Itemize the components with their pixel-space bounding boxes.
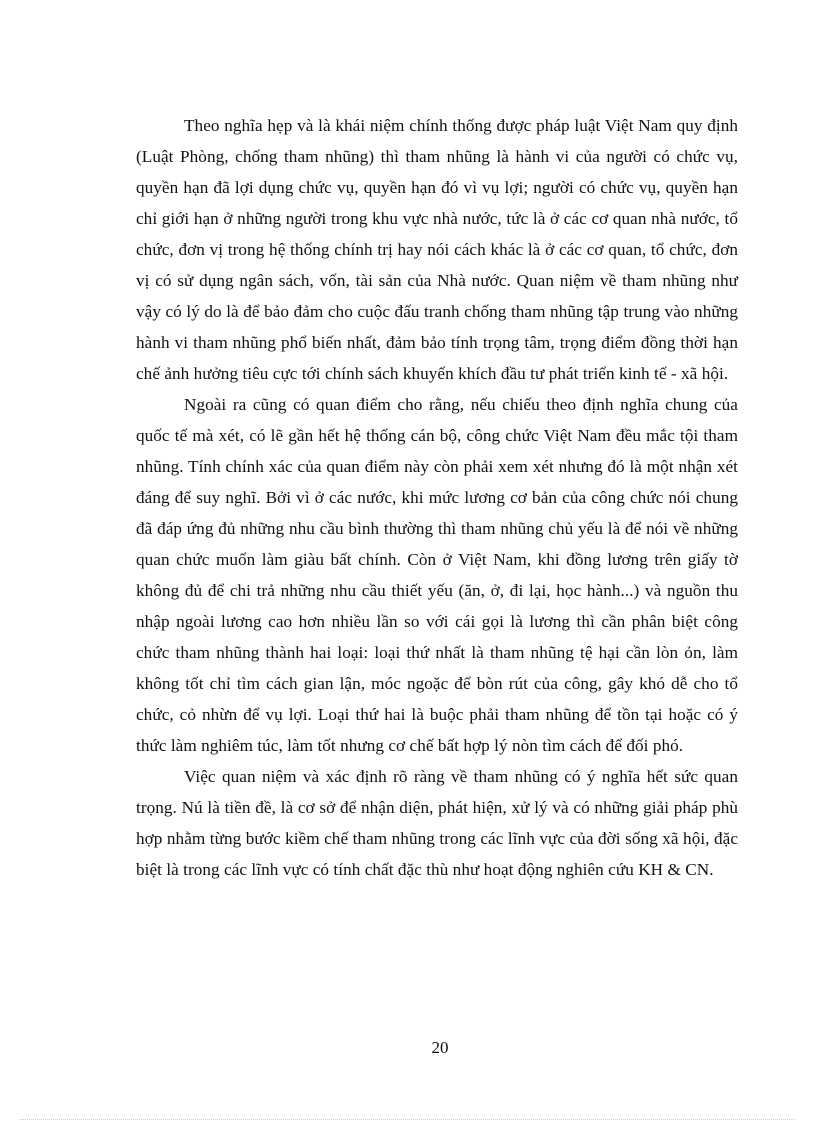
body-text (136, 110, 738, 885)
page-bottom-divider (20, 1119, 796, 1120)
paragraph-alternative-view: Ngoài ra cũng có quan điểm cho rằng, nếu chiếu theo định nghĩa chung của quốc tế mà xét, có lẽ gần hết hệ thống cán bộ, công chức Việt Nam đều mắc tội tham nhũng. Tính chính xác của quan điểm này còn phải xem xét nhưng đó là một nhận xét đáng để suy nghĩ. Bởi vì ở các nước, khi mức lương cơ bản của công chức nói chung đã đáp ứng đủ những nhu cầu bình thường thì tham nhũng chủ yếu là để nói về những quan chức muốn làm giàu bất chính. Còn ở Việt Nam, khi đồng lương trên giấy tờ không đủ để chi trả những nhu cầu thiết yếu (ăn, ở, đi lại, học hành...) và nguồn thu nhập ngoài lương cao hơn nhiều lần so với cái gọi là lương thì cần phân biệt công chức tham nhũng thành hai loại: loại thứ nhất là tham nhũng tệ hại cần lòn ỏn, làm không tốt chỉ tìm cách gian lận, móc ngoặc để bòn rút của công, gây khó dễ cho tổ chức, cỏ nhừn để vụ lợi. Loại thứ hai là buộc phải tham nhũng để tồn tại hoặc có ý thức làm nghiêm túc, làm tốt nhưng cơ chế bất hợp lý nòn tìm cách để đối phó. (136, 395, 738, 755)
page-number: 20 (431, 1038, 449, 1057)
paragraph-importance: Việc quan niệm và xác định rõ ràng về tham nhũng có ý nghĩa hết sức quan trọng. Nú là tiền đề, là cơ sở để nhận diện, phát hiện, xử lý và có những giải pháp phù hợp nhằm từng bước kiềm chế tham nhũng trong các lĩnh vực của đời sống xã hội, đặc biệt là trong các lĩnh vực có tính chất đặc thù như hoạt động nghiên cứu KH & CN. (136, 767, 738, 879)
paragraph-narrow-definition: Theo nghĩa hẹp và là khái niệm chính thống được pháp luật Việt Nam quy định (Luật Phòng, chống tham nhũng) thì tham nhũng là hành vi của người có chức vụ, quyền hạn đã lợi dụng chức vụ, quyền hạn đó vì vụ lợi; người có chức vụ, quyền hạn chỉ giới hạn ở những người trong khu vực nhà nước, tức là ở các cơ quan nhà nước, tổ chức, đơn vị trong hệ thống chính trị hay nói cách khác là ở các cơ quan, tổ chức, đơn vị có sử dụng ngân sách, vốn, tài sản của Nhà nước. Quan niệm về tham nhũng như vậy có lý do là để bảo đảm cho cuộc đấu tranh chống tham nhũng tập trung vào những hành vi tham nhũng phổ biến nhất, đảm bảo tính trọng tâm, trọng điểm đồng thời hạn chế ảnh hưởng tiêu cực tới chính sách khuyến khích đầu tư phát triển kinh tế - xã hội. (136, 116, 738, 383)
